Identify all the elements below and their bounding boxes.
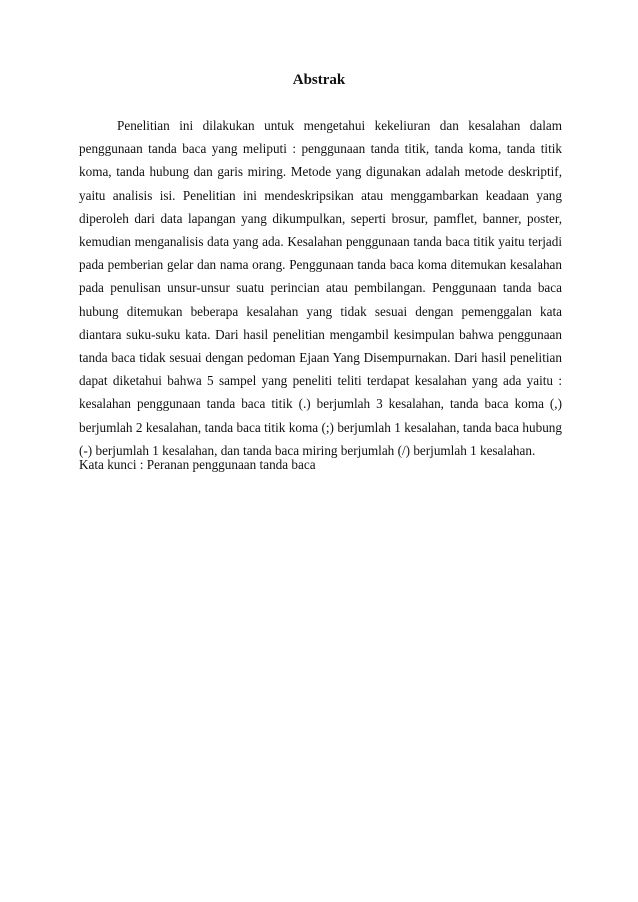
keywords-label: Kata kunci: [79, 457, 137, 472]
keywords-separator: :: [136, 457, 147, 472]
keywords-line: [79, 455, 562, 475]
abstract-paragraph: Penelitian ini dilakukan untuk mengetahui kekeliuran dan kesalahan dalam penggunaan tanda baca yang meliputi : penggunaan tanda titik, tanda koma, tanda titik koma, tanda hubung dan garis miring. Metode yang digunakan adalah metode deskriptif, yaitu analisis isi. Penelitian ini mendeskripsikan atau menggambarkan keadaan yang diperoleh dari data lapangan yang dikumpulkan, seperti brosur, pamflet, banner, poster, kemudian menganalisis data yang ada. Kesalahan penggunaan tanda baca titik yaitu terjadi pada pemberian gelar dan nama orang. Penggunaan tanda baca koma ditemukan kesalahan pada penulisan unsur-unsur suatu perincian atau pembilangan. Penggunaan tanda baca hubung ditemukan beberapa kesalahan yang tidak sesuai dengan pemenggalan kata diantara suku-suku kata. Dari hasil penelitian mengambil kesimpulan bahwa penggunaan tanda baca tidak sesuai dengan pedoman Ejaan Yang Disempurnakan. Dari hasil penelitian dapat diketahui bahwa 5 sampel yang peneliti teliti terdapat kesalahan yang ada yaitu : kesalahan penggunaan tanda baca titik (.) berjumlah 3 kesalahan, tanda baca koma (,) berjumlah 2 kesalahan, tanda baca titik koma (;) berjumlah 1 kesalahan, tanda baca hubung (-) berjumlah 1 kesalahan, dan tanda baca miring berjumlah (/) berjumlah 1 kesalahan.: [79, 118, 562, 458]
keywords-value: Peranan penggunaan tanda baca: [146, 457, 316, 472]
abstract-title: Abstrak: [292, 72, 346, 88]
